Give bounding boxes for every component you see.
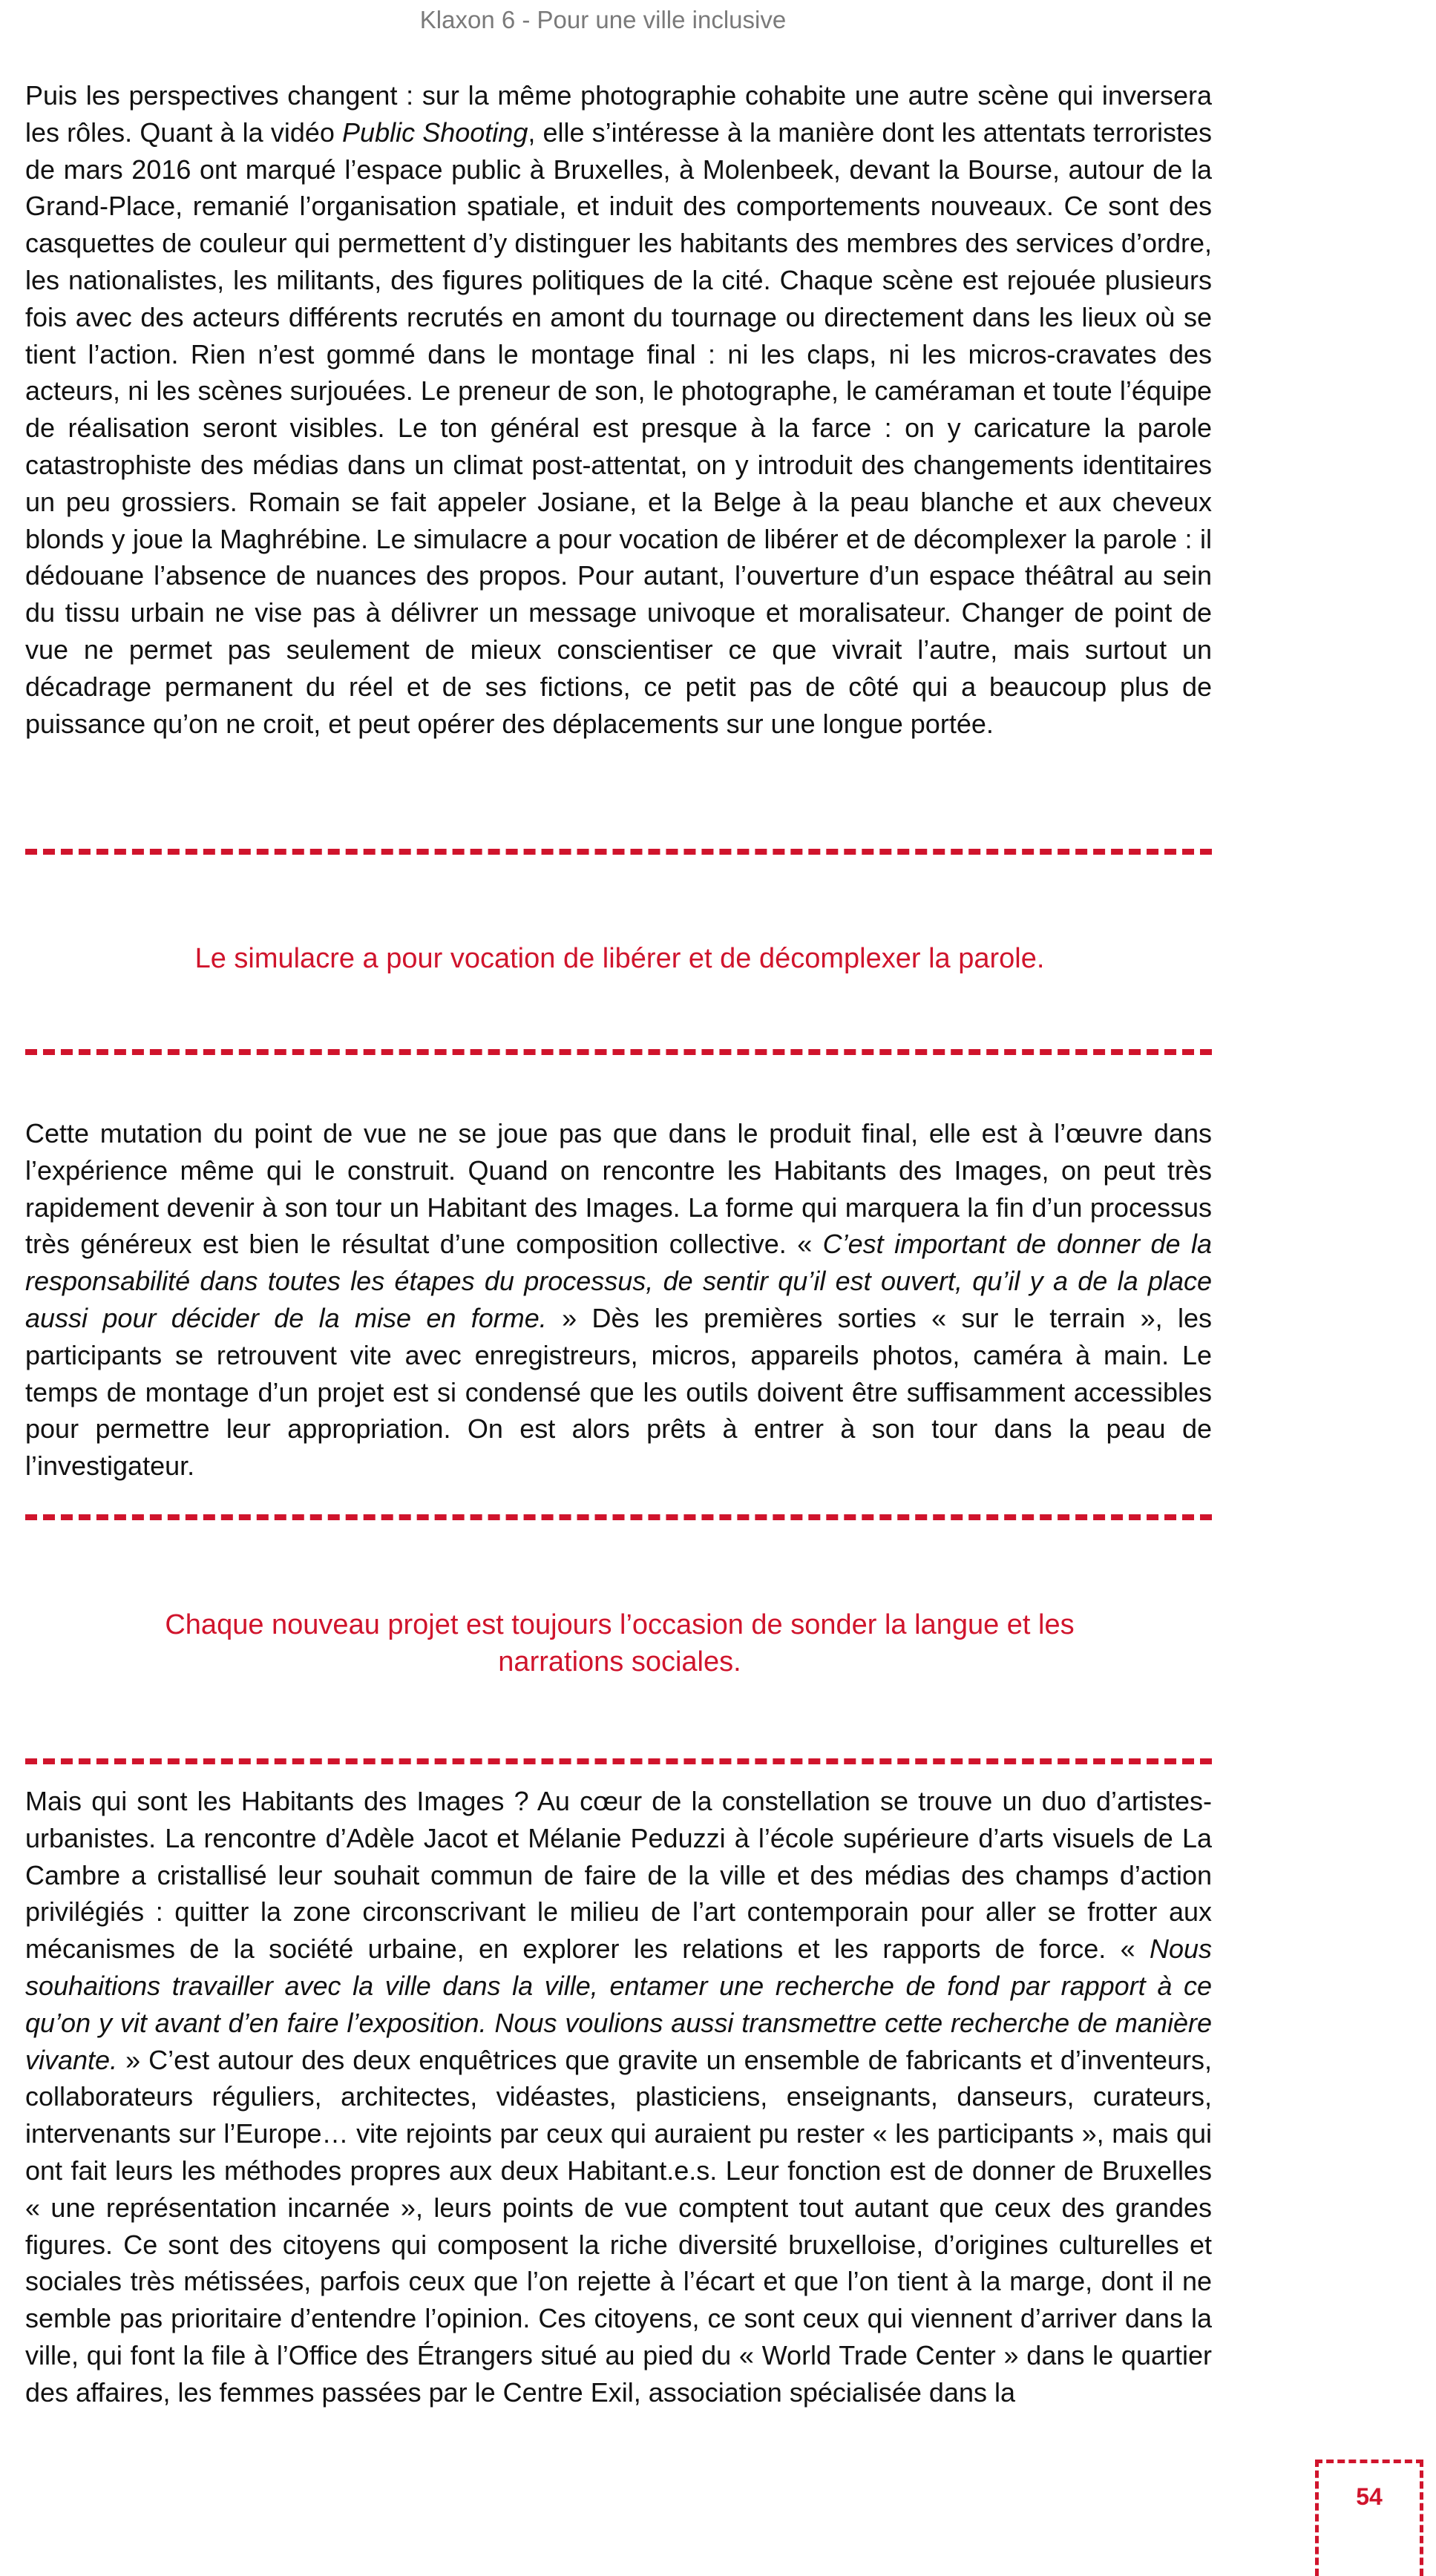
dashed-divider [25,1514,1212,1520]
body-paragraph-1 [25,77,1212,742]
video-title: Public Shooting [342,116,528,148]
page-number-box [1315,2460,1423,2576]
paragraph-text: , elle s’intéresse à la manière dont les attentats terroristes de mars 2016 ont marqué l’espace public à Bruxelles, à Molenbeek, devant la Bourse, autour de la Grand-Place, remanié l’organisation spatiale, et induit des comportements nouveaux. Ce sont des casquettes de couleur qui permettent d’y distinguer les habitants des membres des services d’ordre, les nationalistes, les militants, des figures politiques de la cité. Chaque scène est rejouée plusieurs fois avec des acteurs différents recrutés en amont du tournage ou directement dans les lieux où se tient l’action. Rien n’est gommé dans le montage final : ni les claps, ni les micros-cravates des acteurs, ni les scènes surjouées. Le preneur de son, le photographe, le caméraman et toute l’équipe de réalisation seront visibles. Le ton général est presque à la farce : on y caricature la parole catastrophiste des médias dans un climat post-attentat, on y introduit des changements identitaires un peu grossiers. Romain se fait appeler Josiane, et la Belge à la peau blanche et aux cheveux blonds y joue la Maghrébine. Le simulacre a pour vocation de libérer et de décomplexer la parole : il dédouane l’absence de nuances des propos. Pour autant, l’ouverture d’un espace théâtral au sein du tissu urbain ne vise pas à délivrer un message univoque et moralisateur. Changer de point de vue ne permet pas seulement de mieux conscientiser ce que vivrait l’autre, mais surtout un décadrage permanent du réel et de ses fictions, ce petit pas de côté qui a beaucoup plus de puissance qu’on ne croit, et peut opérer des déplacements sur une longue portée. [25,116,1213,739]
paragraph-text: » C’est autour des deux enquêtrices que gravite un ensemble de fabricants et d’inventeurs, collaborateurs réguliers, architectes, vidéastes, plasticiens, enseignants, danseurs, curateurs, intervenants sur l’Europe… vite rejoints par ceux qui auraient pu rester « les participants », mais qui ont fait leurs les méthodes propres aux deux Habitant.e.s. Leur fonction est de donner de Bruxelles « une représentation incarnée », leurs points de vue comptent tout autant que ceux des grandes figures. Ce sont des citoyens qui composent la riche diversité bruxelloise, d’origines culturelles et sociales très métissées, parfois ceux que l’on rejette à l’écart et que l’on tient à la marge, dont il ne semble pas prioritaire d’entendre l’opinion. Ces citoyens, ce sont ceux qui viennent d’arriver dans la ville, qui font la file à l’Office des Étrangers situé au pied du « World Trade Center » dans le quartier des affaires, les femmes passées par le Centre Exil, association spécialisée dans la [25,2044,1212,2408]
body-paragraph-3 [25,1783,1212,2411]
body-paragraph-2 [25,1115,1212,1485]
paragraph-text: Mais qui sont les Habitants des Images ? Au cœur de la constellation se trouve un duo d’artistes-urbanistes. La rencontre d’Adèle Jacot et Mélanie Peduzzi à l’école supérieure d’arts visuels de La Cambre a cristallisé leur souhait commun de faire de la ville et des médias des champs d’action privilégiés : quitter la zone circonscrivant le milieu de l’art contemporain pour aller se frotter aux mécanismes de la société urbaine, en explorer les relations et les rapports de force. « [25,1786,1212,1965]
dashed-divider [25,849,1212,855]
dashed-divider [25,1049,1212,1055]
paragraph-text: Puis les perspectives changent : sur la même photographie cohabite une autre scène qui inversera les rôles. Quant à la vidéo [25,80,1212,148]
paragraph-text: » Dès les premières sorties « sur le terrain », les participants se retrouvent vite avec enregistreurs, micros, appareils photos, caméra à main. Le temps de montage d’un projet est si condensé que les outils doivent être suffisamment accessibles pour permettre leur appropriation. On est alors prêts à entrer à son tour dans la peau de l’investigateur. [25,1302,1212,1482]
quote-text: Nous souhaitions travailler avec la ville dans la ville, entamer une recherche de fond par rapport à ce qu’on y vit avant d’en faire l’exposition. Nous voulions aussi transmettre cette recherche de manière vivante. [25,1933,1212,2075]
pull-quote-line: narrations sociales. [498,1646,741,1678]
paragraph-text: Cette mutation du point de vue ne se joue pas que dans le produit final, elle est à l’œuvre dans l’expérience même qui le construit. Quand on rencontre les Habitants des Images, on peut très rapidement devenir à son tour un Habitant des Images. La forme qui marquera la fin d’un processus très généreux est bien le résultat d’une composition collective. « [25,1118,1212,1260]
pull-quote-2 [82,1606,1158,1680]
page-number: 54 [1356,2483,1383,2510]
pull-quote-1: Le simulacre a pour vocation de libérer et de décomplexer la parole. [194,943,1045,974]
running-header: Klaxon 6 - Pour une ville inclusive [419,6,787,33]
dashed-divider [25,1758,1212,1764]
pull-quote-line: Chaque nouveau projet est toujours l’occasion de sonder la langue et les [165,1609,1075,1640]
quote-text: C’est important de donner de la responsabilité dans toutes les étapes du processus, de sentir qu’il est ouvert, qu’il y a de la place aussi pour décider de la mise en forme. [25,1229,1212,1333]
